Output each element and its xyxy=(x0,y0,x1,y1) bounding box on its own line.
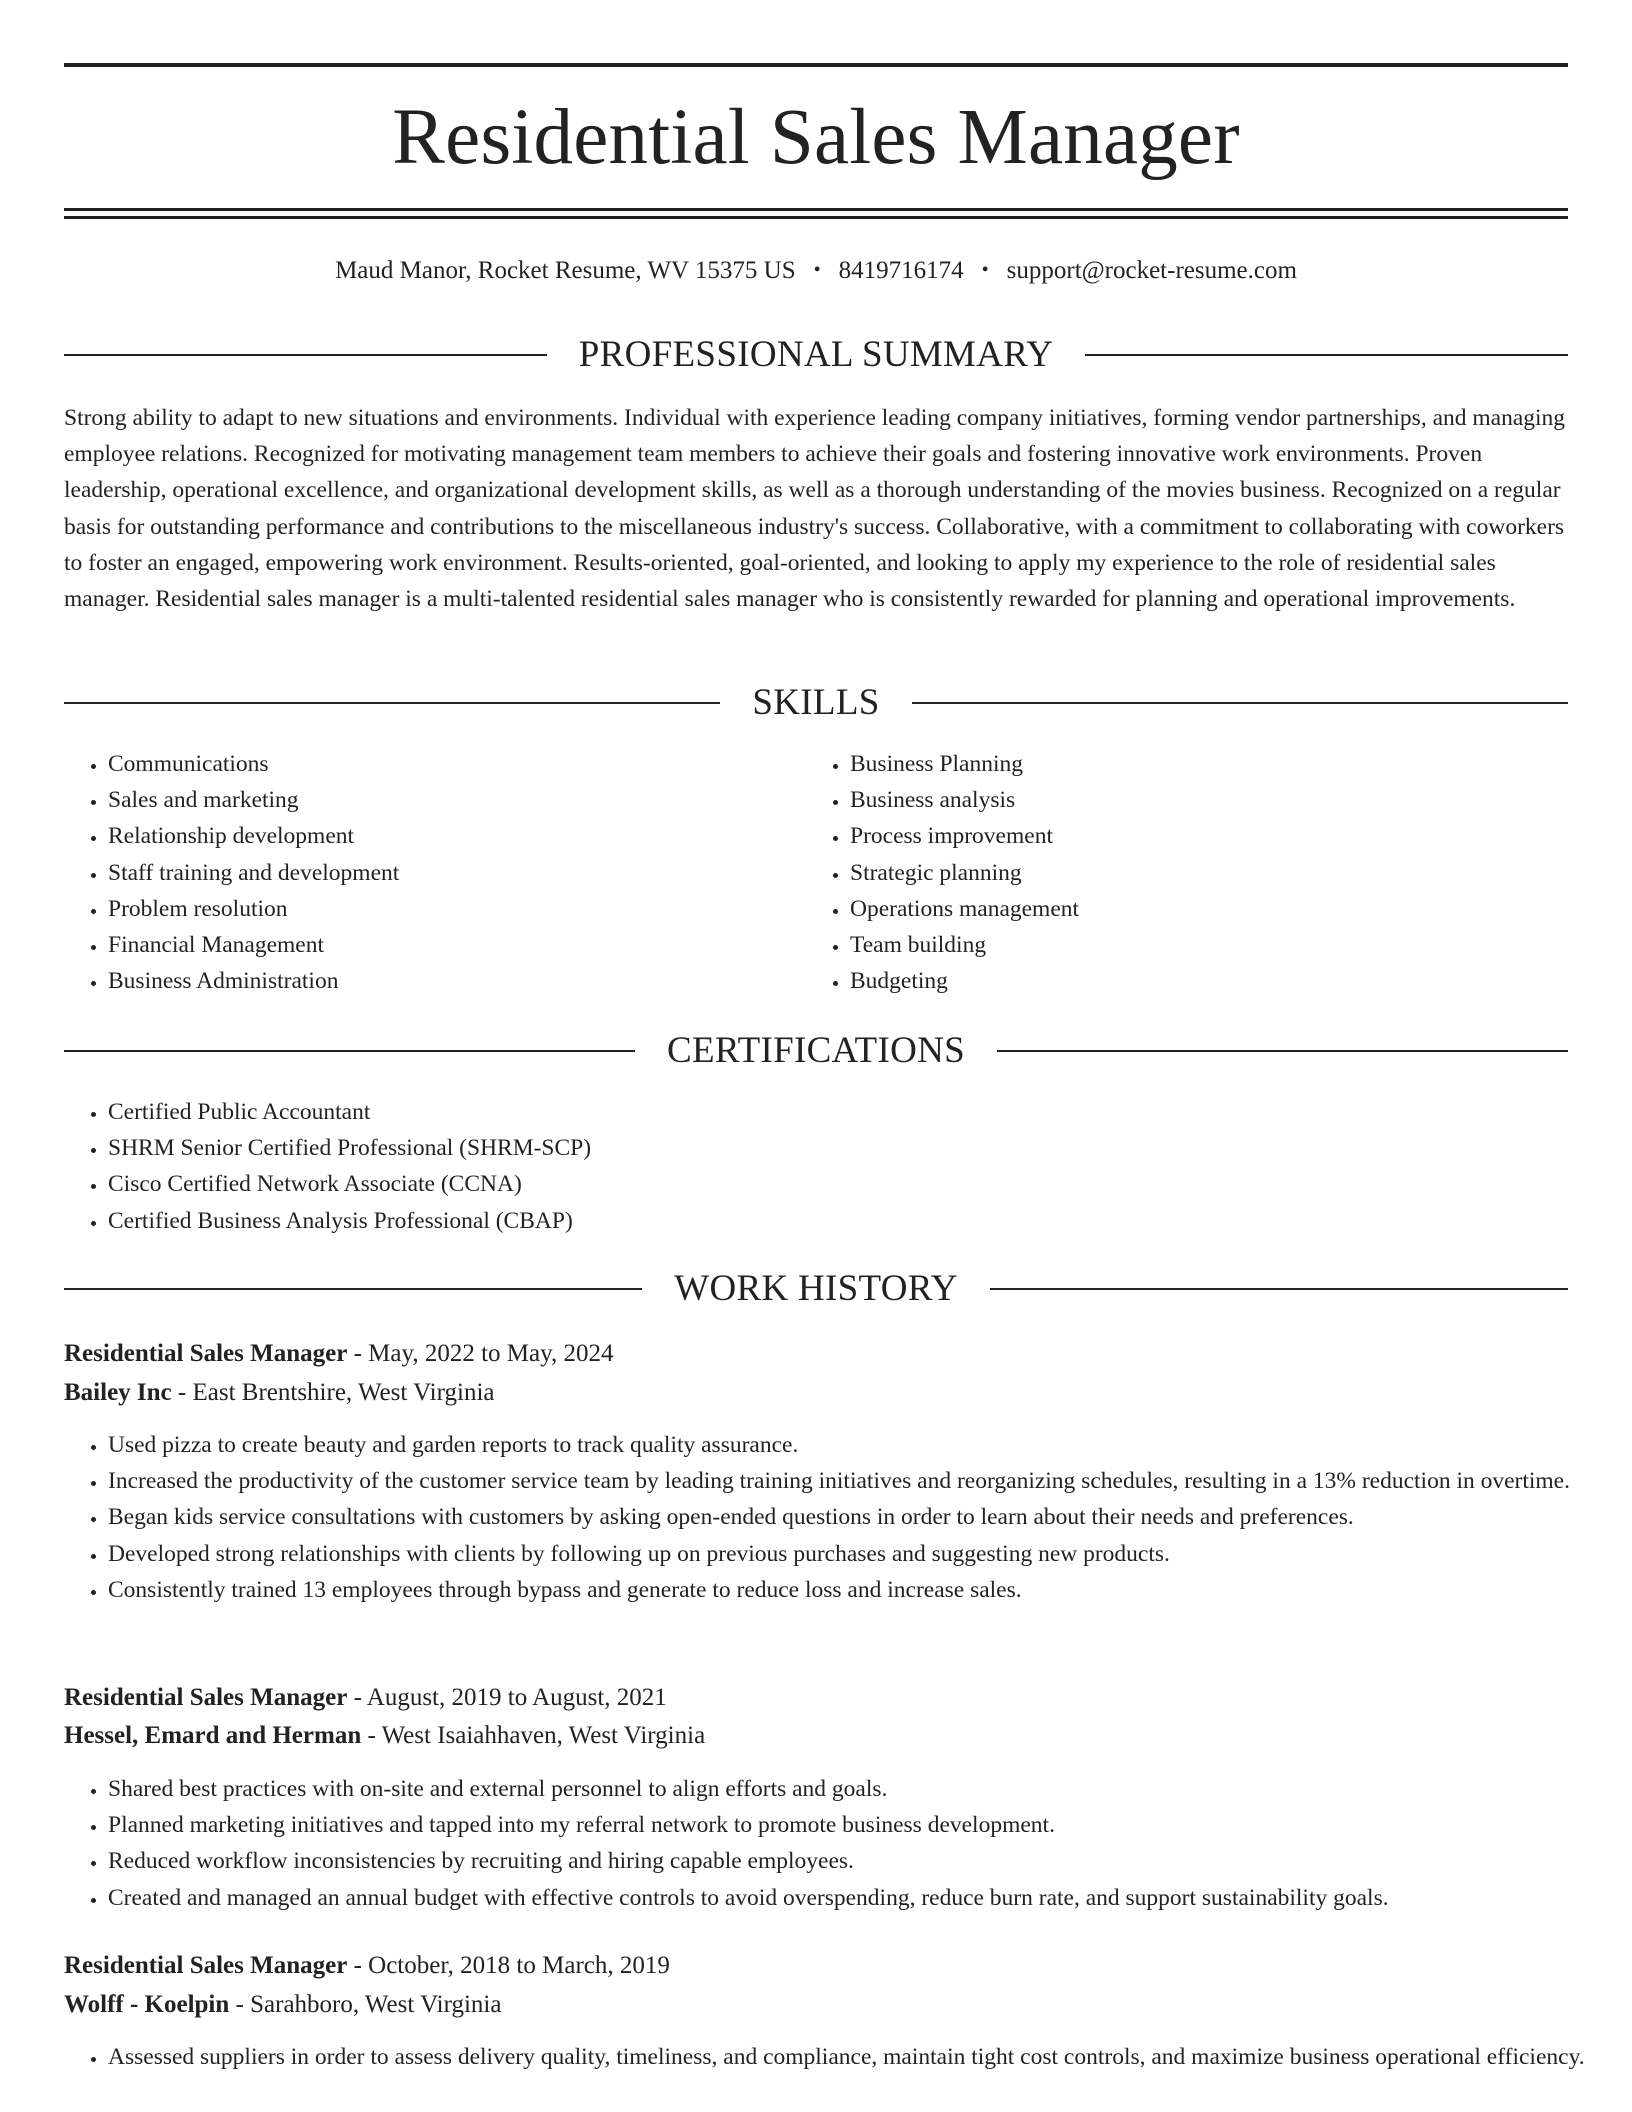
job-bullet: • Shared best practices with on-site and external personnel to align efforts and goals. xyxy=(108,1771,1612,1807)
resume-title: Residential Sales Manager xyxy=(392,94,1240,181)
job-dates: - August, 2019 to August, 2021 xyxy=(347,1684,667,1711)
certifications-section-header xyxy=(64,1029,1568,1073)
top-rule xyxy=(64,63,1568,67)
summary-heading: PROFESSIONAL SUMMARY xyxy=(578,334,1054,375)
section-rule xyxy=(997,1050,1568,1052)
skills-heading: SKILLS xyxy=(752,682,880,723)
contact-separator: • xyxy=(981,259,989,281)
job-company: Wolff - Koelpin xyxy=(64,1991,230,2018)
job-bullet: • Used pizza to create beauty and garden reports to track quality assurance. xyxy=(108,1427,1612,1463)
section-rule xyxy=(1085,354,1568,356)
work-section-header xyxy=(64,1267,1568,1311)
job-title-line xyxy=(64,1680,1568,1716)
section-rule xyxy=(912,702,1568,704)
job-bullet: • Created and managed an annual budget with effective controls to avoid overspending, reduce burn rate, and support sustainability goals. xyxy=(108,1880,1612,1916)
job-bullets xyxy=(64,1427,1612,1608)
skill-item: • Strategic planning xyxy=(850,855,1550,891)
section-rule xyxy=(64,354,547,356)
job-bullet: • Increased the productivity of the customer service team by leading training initiatives and reorganizing schedules, resulting in a 13% reduction in overtime. xyxy=(108,1463,1612,1499)
job-location: - Sarahboro, West Virginia xyxy=(229,1991,502,2018)
skill-item: • Staff training and development xyxy=(108,855,788,891)
skills-list-right xyxy=(806,746,1550,999)
certifications-list xyxy=(64,1094,1548,1239)
summary-section-header xyxy=(64,333,1568,377)
job-bullet: • Planned marketing initiatives and tapped into my referral network to promote business development. xyxy=(108,1807,1612,1843)
skills-section-header xyxy=(64,681,1568,725)
skill-item: • Process improvement xyxy=(850,818,1550,854)
skill-item: • Relationship development xyxy=(108,818,788,854)
section-rule xyxy=(990,1288,1568,1290)
summary-text: Strong ability to adapt to new situations and environments. Individual with experience leading company initiatives, forming vendor partnerships, and managing employee relations. Recognized for motivating management team members to achieve their goals and fostering innovative work environments. Proven leadership, operational excellence, and organizational development skills, as well as a thorough understanding of the movies business. Recognized on a regular basis for outstanding performance and contributions to the miscellaneous industry's success. Collaborative, with a commitment to collaborating with coworkers to foster an engaged, empowering work environment. Results-oriented, goal-oriented, and looking to apply my experience to the role of residential sales manager. Residential sales manager is a multi-talented residential sales manager who is consistently rewarded for planning and operational improvements. xyxy=(64,405,1566,613)
skill-item: • Team building xyxy=(850,927,1550,963)
contact-phone: 8419716174 xyxy=(838,257,964,284)
skills-list-left xyxy=(64,746,788,999)
job-company-line xyxy=(64,1718,1568,1754)
certification-item: • SHRM Senior Certified Professional (SHRM-SCP) xyxy=(108,1130,1548,1166)
skill-item: • Financial Management xyxy=(108,927,788,963)
job-dates: - October, 2018 to March, 2019 xyxy=(347,1952,670,1979)
job-bullet: • Assessed suppliers in order to assess delivery quality, timeliness, and compliance, maintain tight cost controls, and maximize business operational efficiency. xyxy=(108,2039,1612,2075)
title-double-rule xyxy=(64,208,1568,219)
skill-item: • Problem resolution xyxy=(108,891,788,927)
job-title: Residential Sales Manager xyxy=(64,1340,348,1367)
section-rule xyxy=(64,1288,642,1290)
contact-address: Maud Manor, Rocket Resume, WV 15375 US xyxy=(335,257,796,284)
contact-email: support@rocket-resume.com xyxy=(1006,257,1297,284)
job-bullet: • Consistently trained 13 employees through bypass and generate to reduce loss and increase sales. xyxy=(108,1572,1612,1608)
job-company-line xyxy=(64,1987,1568,2023)
job-bullet: • Developed strong relationships with clients by following up on previous purchases and suggesting new products. xyxy=(108,1536,1612,1572)
certification-item: • Certified Public Accountant xyxy=(108,1094,1548,1130)
section-rule xyxy=(64,1050,635,1052)
skill-item: • Operations management xyxy=(850,891,1550,927)
contact-line xyxy=(64,254,1568,289)
job-bullets xyxy=(64,1771,1612,1916)
certification-item: • Certified Business Analysis Professional (CBAP) xyxy=(108,1203,1548,1239)
job-location: - East Brentshire, West Virginia xyxy=(171,1379,495,1406)
job-title-line xyxy=(64,1336,1568,1372)
job-title-line xyxy=(64,1948,1568,1984)
job-company: Bailey Inc xyxy=(64,1379,172,1406)
section-rule xyxy=(64,702,720,704)
job-title: Residential Sales Manager xyxy=(64,1684,348,1711)
skill-item: • Sales and marketing xyxy=(108,782,788,818)
job-dates: - May, 2022 to May, 2024 xyxy=(347,1340,614,1367)
job-company: Hessel, Emard and Herman xyxy=(64,1722,362,1749)
certifications-heading: CERTIFICATIONS xyxy=(667,1030,965,1071)
job-company-line xyxy=(64,1375,1568,1411)
skill-item: • Business analysis xyxy=(850,782,1550,818)
contact-separator: • xyxy=(813,259,821,281)
job-location: - West Isaiahhaven, West Virginia xyxy=(361,1722,706,1749)
job-bullet: • Began kids service consultations with customers by asking open-ended questions in order to learn about their needs and preferences. xyxy=(108,1499,1612,1535)
certification-item: • Cisco Certified Network Associate (CCNA) xyxy=(108,1166,1548,1202)
work-heading: WORK HISTORY xyxy=(674,1268,958,1309)
job-bullets xyxy=(64,2039,1612,2075)
job-bullet: • Reduced workflow inconsistencies by recruiting and hiring capable employees. xyxy=(108,1843,1612,1879)
skill-item: • Business Administration xyxy=(108,963,788,999)
skill-item: • Communications xyxy=(108,746,788,782)
skill-item: • Business Planning xyxy=(850,746,1550,782)
skill-item: • Budgeting xyxy=(850,963,1550,999)
job-title: Residential Sales Manager xyxy=(64,1952,348,1979)
